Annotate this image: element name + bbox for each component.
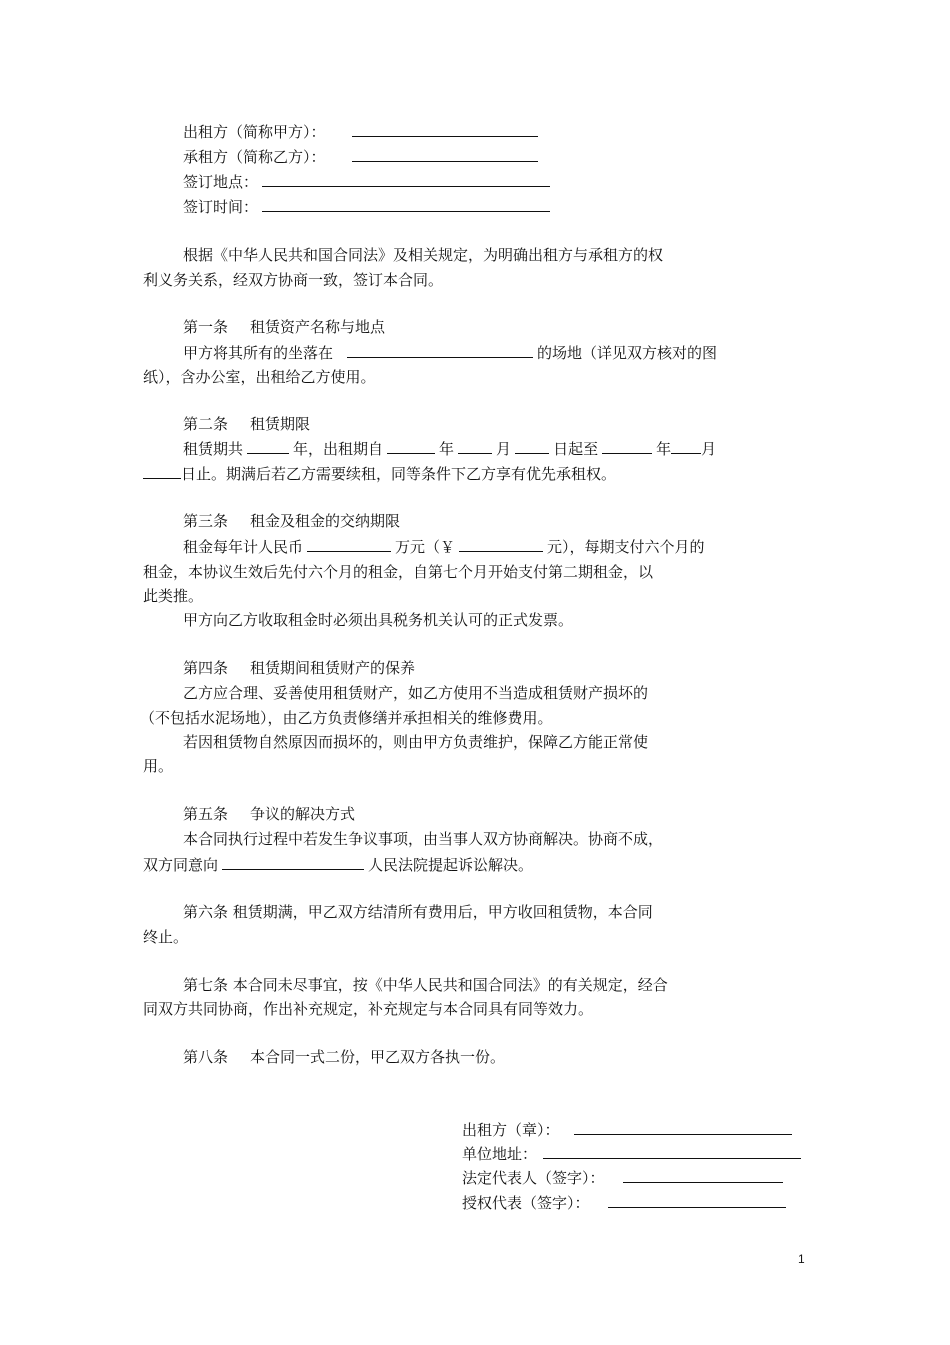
- signature-legal-rep-blank: [623, 1166, 783, 1183]
- article-2-text-h: 日止。期满后若乙方需要续租，同等条件下乙方享有优先承租权。: [181, 465, 617, 483]
- time-field: [183, 195, 554, 219]
- article-1-heading: [183, 316, 385, 339]
- article-2-text-a: 租赁期共: [183, 440, 244, 458]
- preamble-line-2: 利义务关系，经双方协商一致，签订本合同。: [143, 271, 444, 289]
- signature-legal-rep-label: 法定代表人（签字）：: [462, 1169, 605, 1187]
- article-2-text-f: 年: [656, 440, 672, 458]
- article-6-line-1: 第六条 租赁期满，甲乙双方结清所有费用后，甲方收回租赁物，本合同: [183, 903, 653, 921]
- article-4-title: 租赁期间租赁财产的保养: [250, 659, 416, 677]
- article-5-heading: [183, 803, 355, 826]
- place-blank: [262, 170, 550, 187]
- article-8-number: 第八条: [183, 1048, 229, 1066]
- article-3-line-1: [183, 535, 705, 559]
- place-label: 签订地点：: [183, 173, 259, 191]
- court-blank: [222, 853, 364, 870]
- article-3-text-a: 租金每年计人民币: [183, 538, 304, 556]
- signature-seal-blank: [574, 1118, 792, 1135]
- article-3-line-4: 甲方向乙方收取租金时必须出具税务机关认可的正式发票。: [183, 611, 574, 629]
- article-4-heading: [183, 657, 415, 680]
- location-blank: [347, 341, 533, 358]
- article-3-text-b: 万元（￥: [395, 538, 456, 556]
- signature-address-label: 单位地址：: [462, 1145, 538, 1163]
- lessee-field: [183, 145, 542, 169]
- article-2-text-c: 年: [439, 440, 455, 458]
- term-years-blank: [247, 437, 289, 454]
- start-month-blank: [458, 437, 492, 454]
- article-5-text-a: 双方同意向: [143, 856, 219, 874]
- article-2-text-g: 月: [701, 440, 717, 458]
- article-3-number: 第三条: [183, 512, 229, 530]
- article-5-line-2: [143, 853, 533, 877]
- start-year-blank: [387, 437, 435, 454]
- article-5-line-1: 本合同执行过程中若发生争议事项，由当事人双方协商解决。协商不成，: [183, 830, 664, 848]
- article-1-text-a: 甲方将其所有的坐落在: [183, 344, 334, 362]
- lessor-label: 出租方（简称甲方）：: [183, 123, 326, 141]
- signature-auth-rep-label: 授权代表（签字）：: [462, 1194, 590, 1212]
- article-4-number: 第四条: [183, 659, 229, 677]
- article-2-text-d: 月: [496, 440, 512, 458]
- end-year-blank: [602, 437, 652, 454]
- lessor-field: [183, 120, 542, 144]
- place-field: [183, 170, 554, 194]
- time-label: 签订时间：: [183, 198, 259, 216]
- time-blank: [262, 195, 550, 212]
- article-2-text-e: 日起至: [553, 440, 599, 458]
- page-number: 1: [798, 1252, 805, 1266]
- article-8-text: 本合同一式二份，甲乙双方各执一份。: [250, 1048, 506, 1066]
- signature-legal-rep-field: [462, 1166, 787, 1190]
- signature-seal-field: [462, 1118, 796, 1142]
- article-1-number: 第一条: [183, 318, 229, 336]
- article-2-number: 第二条: [183, 415, 229, 433]
- article-4-line-4: 用。: [143, 757, 174, 775]
- signature-auth-rep-blank: [608, 1191, 786, 1208]
- article-8-line: [183, 1046, 505, 1069]
- rent-words-blank: [307, 535, 391, 552]
- article-3-heading: [183, 510, 400, 533]
- rent-amount-blank: [459, 535, 543, 552]
- article-5-title: 争议的解决方式: [250, 805, 356, 823]
- lessee-label: 承租方（简称乙方）：: [183, 148, 326, 166]
- article-4-line-1: 乙方应合理、妥善使用租赁财产，如乙方使用不当造成租赁财产损坏的: [183, 684, 649, 702]
- end-month-blank: [671, 437, 701, 454]
- article-1-title: 租赁资产名称与地点: [250, 318, 386, 336]
- preamble-line-1: 根据《中华人民共和国合同法》及相关规定，为明确出租方与承租方的权: [183, 246, 664, 264]
- article-3-text-c: 元），每期支付六个月的: [547, 538, 705, 556]
- article-1-line-2: 纸），含办公室，出租给乙方使用。: [143, 368, 376, 386]
- article-1-line-1: [183, 341, 717, 365]
- article-2-title: 租赁期限: [250, 415, 311, 433]
- article-5-number: 第五条: [183, 805, 229, 823]
- end-day-blank: [143, 462, 181, 479]
- signature-auth-rep-field: [462, 1191, 790, 1215]
- lessor-blank: [352, 120, 538, 137]
- article-4-line-3: 若因租赁物自然原因而损坏的，则由甲方负责维护，保障乙方能正常使: [183, 733, 649, 751]
- article-7-line-2: 同双方共同协商，作出补充规定，补充规定与本合同具有同等效力。: [143, 1000, 594, 1018]
- article-3-title: 租金及租金的交纳期限: [250, 512, 401, 530]
- article-2-line-2: [143, 462, 616, 486]
- article-6-line-2: 终止。: [143, 928, 189, 946]
- article-2-text-b: 年，出租期自: [293, 440, 384, 458]
- article-5-text-b: 人民法院提起诉讼解决。: [368, 856, 534, 874]
- signature-address-blank: [543, 1142, 801, 1159]
- article-3-line-3: 此类推。: [143, 587, 204, 605]
- article-1-text-b: 的场地（详见双方核对的图: [537, 344, 718, 362]
- article-2-heading: [183, 413, 310, 436]
- article-4-line-2: （不包括水泥场地），由乙方负责修缮并承担相关的维修费用。: [140, 709, 553, 727]
- lessee-blank: [352, 145, 538, 162]
- article-7-line-1: 第七条 本合同未尽事宜，按《中华人民共和国合同法》的有关规定，经合: [183, 976, 668, 994]
- signature-seal-label: 出租方（章）：: [462, 1121, 560, 1139]
- start-day-blank: [515, 437, 549, 454]
- signature-address-field: [462, 1142, 805, 1166]
- article-2-line-1: [183, 437, 716, 461]
- article-3-line-2: 租金，本协议生效后先付六个月的租金，自第七个月开始支付第二期租金，以: [143, 563, 654, 581]
